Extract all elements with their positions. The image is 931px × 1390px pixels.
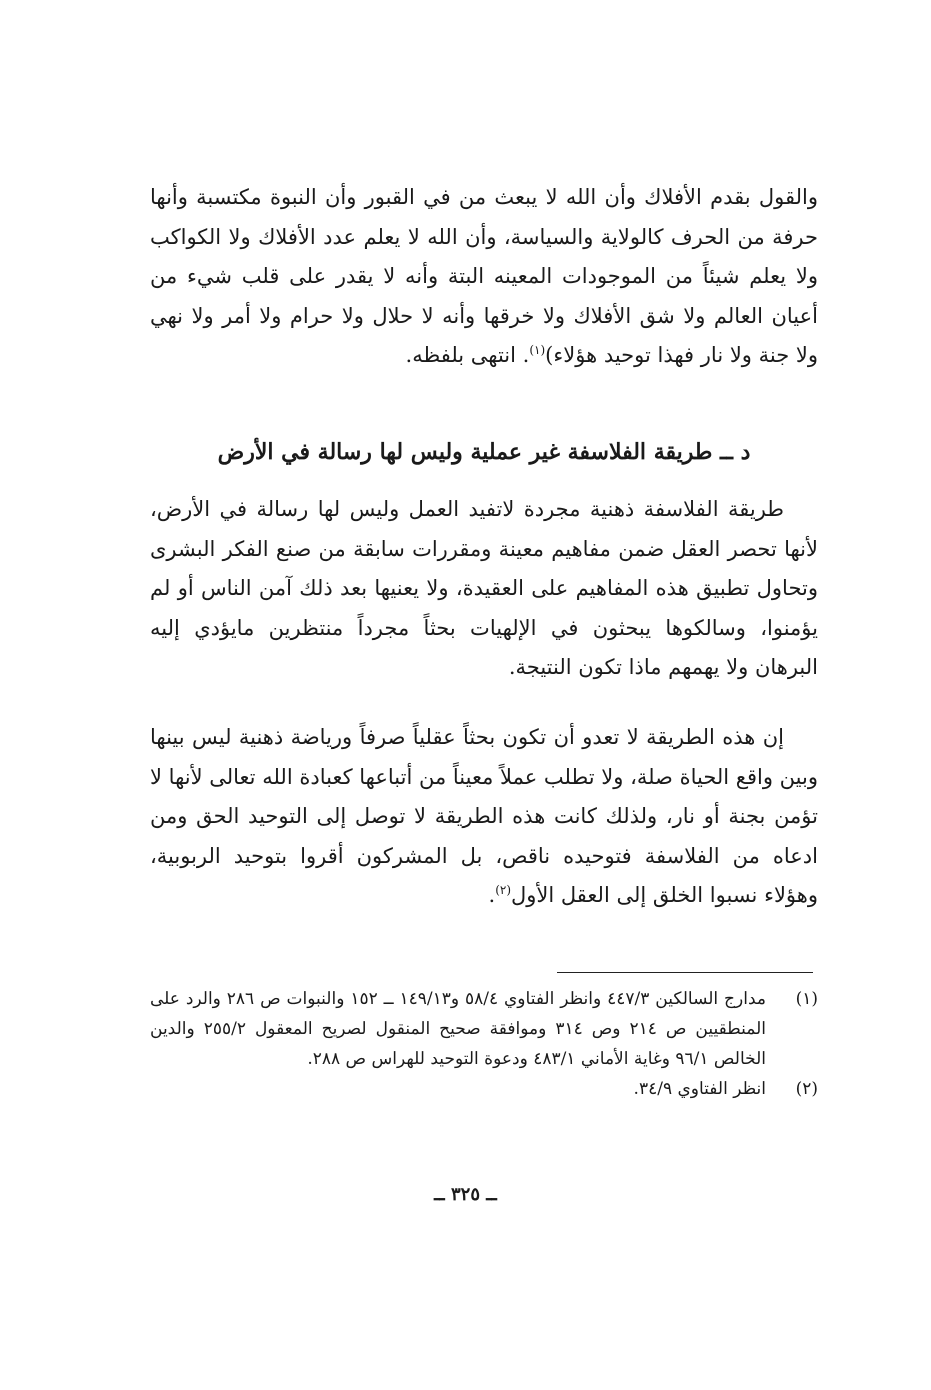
paragraph-3-tail: . <box>488 883 496 907</box>
section-heading: د ــ طريقة الفلاسفة غير عملية وليس لها رسالة في الأرض <box>217 439 751 465</box>
paragraph-3 <box>150 718 818 916</box>
footnote-text: مدارج السالكين ٤٤٧/٣ وانظر الفتاوي ٥٨/٤ و١٤٩/١٣ ــ ١٥٢ والنبوات ص ٢٨٦ والرد على المنطقيين ص ٢١٤ وص ٣١٤ وموافقة صحيح المنقول لصريح المعقول ٢٥٥/٢ والدين الخالص ٩٦/١ وغاية الأماني ٤٨٣/١ ودعوة التوحيد للهراس ص ٢٨٨. <box>150 989 766 1069</box>
footnote-1 <box>150 984 818 1074</box>
footnotes <box>150 984 818 1104</box>
footnote-text: انظر الفتاوي ٣٤/٩. <box>633 1079 766 1099</box>
footnote-number: (٢) <box>795 1079 818 1099</box>
footnote-ref-2[interactable]: (٢) <box>495 883 512 897</box>
paragraph-2-text: طريقة الفلاسفة ذهنية مجردة لاتفيد العمل وليس لها رسالة في الأرض، لأنها تحصر العقل ضمن مفاهيم معينة ومقررات سابقة من صنع الفكر البشرى وتحاول تطبيق هذه المفاهيم على العقيدة، ولا يعنيها بعد ذلك آمن الناس أو لم يؤمنوا، وسالكوها يبحثون في الإلهيات بحثاً مجرداً منتظرين مايؤدي إليه البرهان ولا يهمهم ماذا تكون النتيجة. <box>150 497 818 679</box>
paragraph-1-text: والقول بقدم الأفلاك وأن الله لا يبعث من في القبور وأن النبوة مكتسبة وأنها حرفة من الحرف كالولاية والسياسة، وأن الله لا يعلم عدد الأفلاك ولا الكواكب ولا يعلم شيئاً من الموجودات المعينه البتة وأنه لا يقدر على قلب شيء من أعيان العالم ولا شق الأفلاك ولا خرقها وأنه لا حلال ولا حرام ولا أمر ولا نهي ولا جنة ولا نار فهذا توحيد هؤلاء) <box>150 185 818 367</box>
paragraph-2 <box>150 490 818 688</box>
footnote-number: (١) <box>795 989 818 1009</box>
footnote-divider <box>557 972 813 973</box>
paragraph-1-tail: . انتهى بلفظه. <box>405 343 530 367</box>
paragraph-1 <box>150 178 818 376</box>
paragraph-3-text: إن هذه الطريقة لا تعدو أن تكون بحثاً عقلياً صرفاً ورياضة ذهنية ليس بينها وبين واقع الحياة صلة، ولا تطلب عملاً معيناً من أتباعها كعبادة الله تعالى لأنها لا تؤمن بجنة أو نار، ولذلك كانت هذه الطريقة لا توصل إلى التوحيد الحق ومن ادعاه من الفلاسفة فتوحيده ناقص، بل المشركون أقروا بتوحيد الربوبية، وهؤلاء نسبوا الخلق إلى العقل الأول <box>150 725 818 907</box>
footnote-2 <box>150 1074 818 1104</box>
footnote-ref-1[interactable]: (١) <box>529 343 546 357</box>
page-number: ــ ٣٢٥ ــ <box>434 1184 497 1205</box>
